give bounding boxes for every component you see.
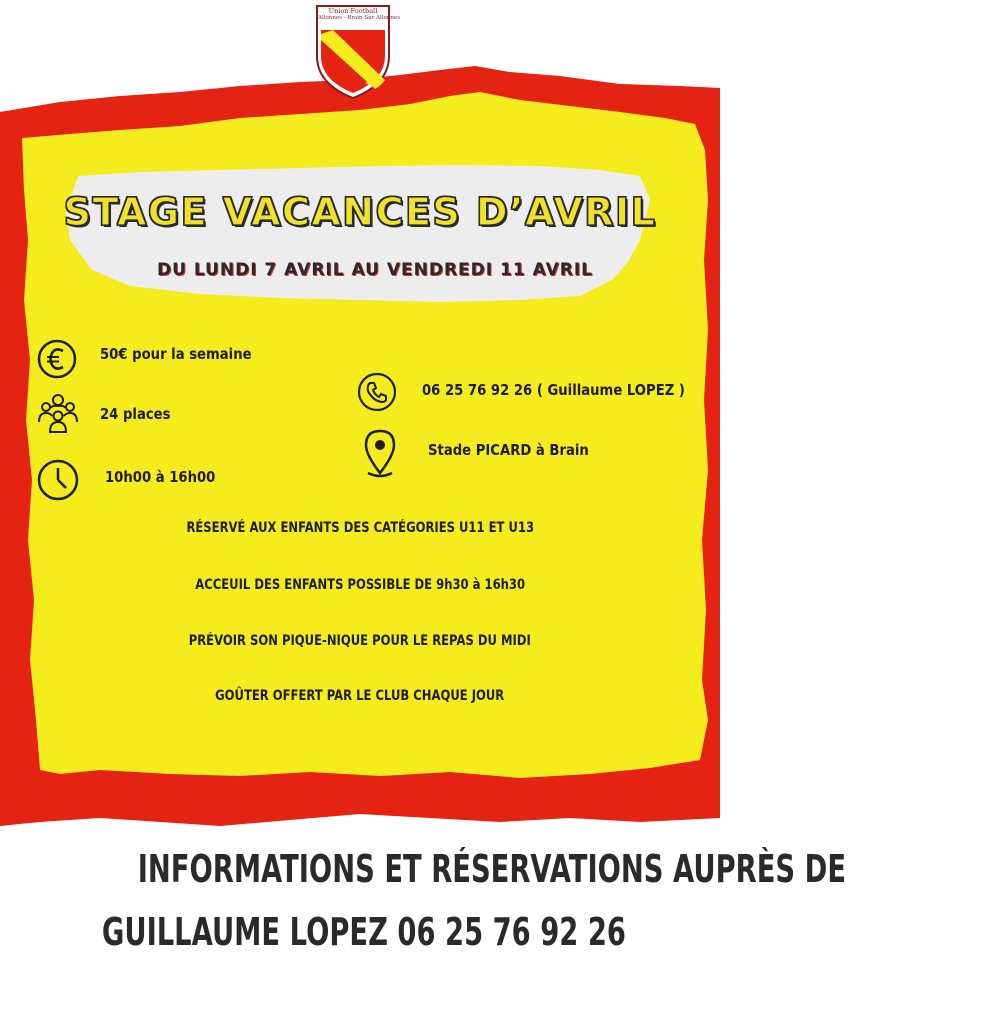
- location-pin-icon: [362, 427, 398, 479]
- note-categories: [0, 520, 720, 536]
- footer-contact-line: [0, 910, 720, 954]
- crest-letter-b: B: [365, 74, 375, 87]
- note-welcome-hours-text: ACCEUIL DES ENFANTS POSSIBLE DE 9h30 à 16h30: [195, 577, 525, 593]
- euro-icon: [36, 338, 78, 380]
- phone-text[interactable]: 06 25 76 92 26 ( Guillaume LOPEZ ): [422, 381, 685, 399]
- phone-icon: [356, 371, 398, 413]
- note-categories-text: RÉSERVÉ AUX ENFANTS DES CATÉGORIES U11 ET U13: [186, 520, 534, 536]
- date-range: DU LUNDI 7 AVRIL AU VENDREDI 11 AVRIL: [156, 260, 594, 280]
- crest-letter-u: U: [335, 38, 345, 51]
- clock-icon: [36, 458, 80, 502]
- crest-club-towns: Allonnes - Brain Sur Allonnes: [318, 15, 400, 21]
- note-picnic: [0, 633, 720, 649]
- note-picnic-text: PRÉVOIR SON PIQUE-NIQUE POUR LE REPAS DU MIDI: [188, 633, 531, 649]
- places-text: 24 places: [100, 405, 171, 423]
- note-snack-text: GOÛTER OFFERT PAR LE CLUB CHAQUE JOUR: [215, 688, 505, 704]
- price-text: 50€ pour la semaine: [100, 345, 252, 363]
- location-text: Stade PICARD à Brain: [428, 441, 589, 459]
- footer-info-line: [0, 847, 847, 891]
- page-title: STAGE VACANCES D’AVRIL: [63, 190, 657, 234]
- note-snack: [0, 688, 720, 704]
- hours-text: 10h00 à 16h00: [105, 468, 216, 486]
- note-welcome-hours: [0, 577, 720, 593]
- footer-contact-text[interactable]: GUILLAUME LOPEZ 06 25 76 92 26: [101, 910, 626, 954]
- crest-club-name: Union Football: [328, 7, 378, 15]
- footer-info-text: INFORMATIONS ET RÉSERVATIONS AUPRÈS DE: [137, 847, 847, 891]
- crest-letter-f: F: [345, 50, 353, 63]
- crest-letter-a: A: [355, 62, 364, 75]
- group-icon: [36, 390, 80, 434]
